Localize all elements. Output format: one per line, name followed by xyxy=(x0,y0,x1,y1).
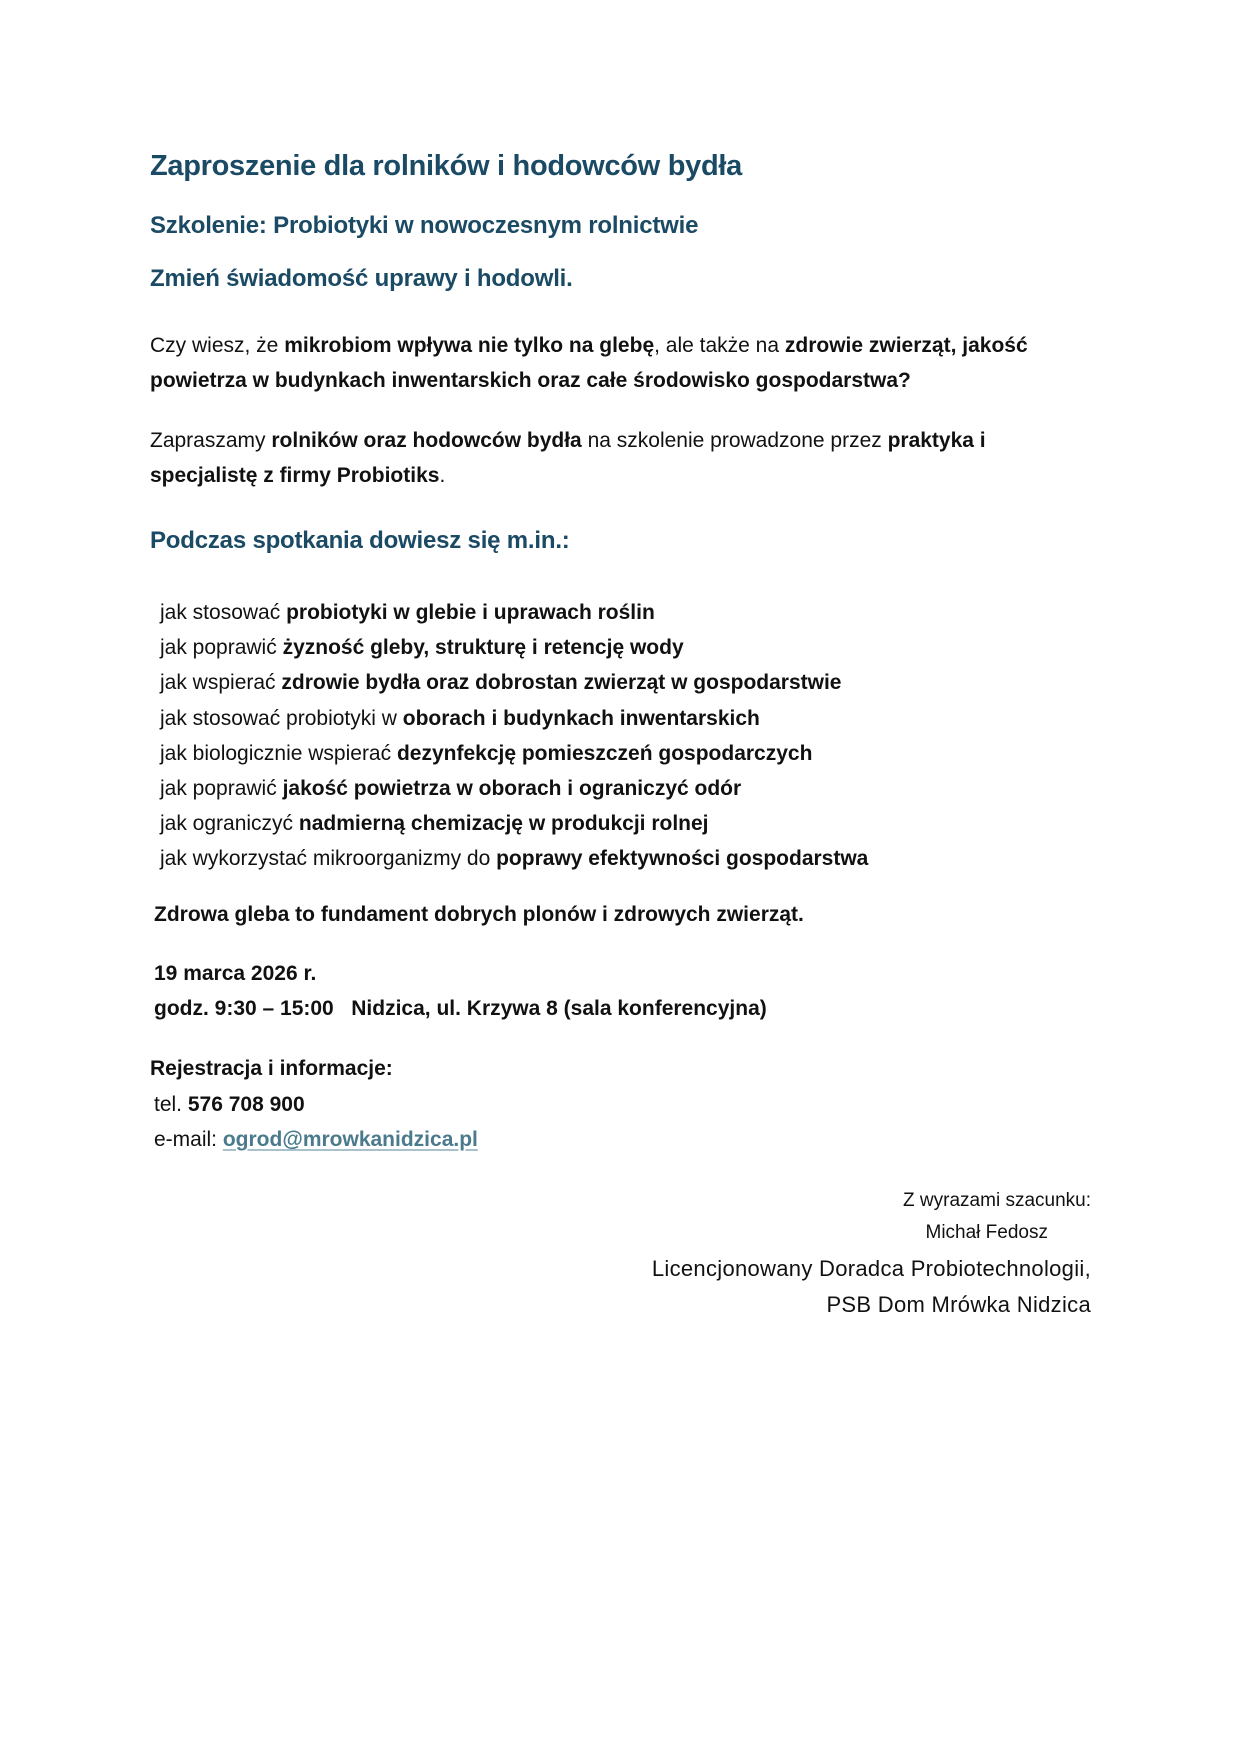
list-item xyxy=(160,665,868,700)
list-item xyxy=(160,701,868,736)
intro-text: na szkolenie prowadzone przez xyxy=(581,429,888,452)
contact-heading: Rejestracja i informacje: xyxy=(150,1057,393,1080)
intro-text: , ale także na xyxy=(654,334,785,357)
topic-bold: probiotyki w glebie i uprawach roślin xyxy=(286,601,655,624)
subtitle: Szkolenie: Probiotyki w nowoczesnym rolnictwie xyxy=(150,212,699,239)
topic-bold: dezynfekcję pomieszczeń gospodarczych xyxy=(396,741,813,765)
signature-company: PSB Dom Mrówka Nidzica xyxy=(826,1292,1091,1317)
list-item xyxy=(160,771,868,806)
tagline: Zmień świadomość uprawy i hodowli. xyxy=(150,265,573,292)
contact-phone xyxy=(154,1093,305,1117)
topic-text: jak wspierać xyxy=(160,671,282,695)
signature-closing: Z wyrazami szacunku: xyxy=(903,1190,1091,1211)
topic-bold: nadmierną chemizację w produkcji rolnej xyxy=(298,812,709,836)
topic-text: jak ograniczyć xyxy=(160,812,299,836)
intro-bold: mikrobiom wpływa nie tylko na glebę xyxy=(284,334,655,357)
list-item xyxy=(160,630,868,665)
topic-text: jak biologicznie wspierać xyxy=(160,741,397,765)
topic-bold: poprawy efektywności gospodarstwa xyxy=(496,847,869,871)
slogan: Zdrowa gleba to fundament dobrych plonów i zdrowych zwierząt. xyxy=(154,903,804,926)
intro-text: Zapraszamy xyxy=(150,429,272,452)
contact-email xyxy=(154,1128,478,1152)
event-date: 19 marca 2026 r. xyxy=(154,962,317,985)
intro-text: Czy wiesz, że xyxy=(150,334,285,357)
list-item xyxy=(160,806,868,841)
topic-text: jak poprawić xyxy=(160,777,283,801)
intro-bold: rolników oraz hodowców bydła xyxy=(271,429,582,452)
topic-bold: jakość powietrza w oborach i ograniczyć odór xyxy=(282,777,742,801)
page-title: Zaproszenie dla rolników i hodowców bydła xyxy=(150,150,742,182)
intro-text: . xyxy=(439,464,446,487)
topics-list xyxy=(160,595,868,877)
topic-text: jak poprawić xyxy=(160,636,283,660)
event-location: Nidzica, ul. Krzywa 8 (sala konferencyjna) xyxy=(351,997,767,1020)
topic-text: jak stosować probiotyki w xyxy=(160,706,403,730)
topic-text: jak wykorzystać mikroorganizmy do xyxy=(160,847,497,871)
list-item xyxy=(160,841,868,876)
event-time: godz. 9:30 – 15:00 xyxy=(154,997,334,1020)
phone-label: tel. xyxy=(154,1093,188,1116)
intro-paragraph-2 xyxy=(150,423,1050,493)
list-item xyxy=(160,595,868,630)
event-time-location xyxy=(154,997,767,1021)
intro-bold: praktyka i specjalistę z firmy Probiotiks xyxy=(150,429,986,487)
email-label: e-mail: xyxy=(154,1128,223,1151)
intro-paragraph-1 xyxy=(150,328,1100,398)
topic-bold: oborach i budynkach inwentarskich xyxy=(402,706,760,730)
topic-bold: zdrowie bydła oraz dobrostan zwierząt w gospodarstwie xyxy=(281,671,842,695)
intro-bold: zdrowie zwierząt, jakość powietrza w budynkach inwentarskich oraz całe środowisko gospodarstwa? xyxy=(150,334,1028,392)
topic-bold: żyzność gleby, strukturę i retencję wody xyxy=(282,636,684,660)
phone-number: 576 708 900 xyxy=(187,1093,305,1116)
topic-text: jak stosować xyxy=(160,601,287,624)
email-link[interactable]: ogrod@mrowkanidzica.pl xyxy=(222,1128,478,1151)
section-heading: Podczas spotkania dowiesz się m.in.: xyxy=(150,527,570,554)
signature-name: Michał Fedosz xyxy=(925,1222,1048,1243)
signature-role: Licencjonowany Doradca Probiotechnologii, xyxy=(651,1256,1091,1281)
list-item xyxy=(160,736,868,771)
